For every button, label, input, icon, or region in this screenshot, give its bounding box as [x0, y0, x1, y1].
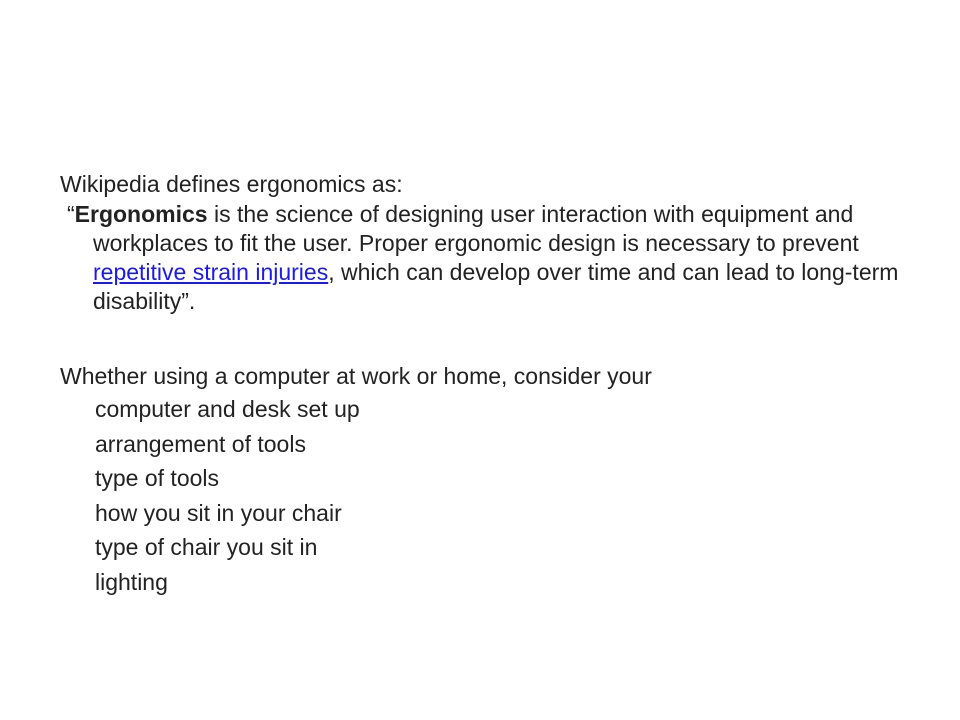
quote-text-after-link: , which can develop over time and can lead to long-term disability”. [93, 259, 899, 314]
slide-body [60, 168, 910, 600]
quote-term: Ergonomics [74, 201, 208, 227]
quote-text-before-link: is the science of designing user interaction with equipment and workplaces to fit the user. Proper ergonomic design is necessary to prevent [93, 201, 859, 256]
consideration-list [60, 392, 910, 600]
list-item: lighting [95, 568, 168, 595]
intro-text: Wikipedia defines ergonomics as: [60, 171, 403, 197]
list-item: type of chair you sit in [95, 534, 318, 561]
consider-lead-text: Whether using a computer at work or home, consider your [60, 363, 652, 389]
repetitive-strain-injuries-link[interactable]: repetitive strain injuries [93, 259, 329, 285]
ergonomics-quote [60, 200, 910, 316]
list-item: type of tools [95, 465, 220, 492]
spacer [60, 316, 910, 360]
list-item: computer and desk set up [95, 396, 360, 422]
list-item: arrangement of tools [95, 430, 306, 457]
list-item: how you sit in your chair [95, 499, 342, 526]
quote-open-mark: “ [67, 201, 75, 227]
